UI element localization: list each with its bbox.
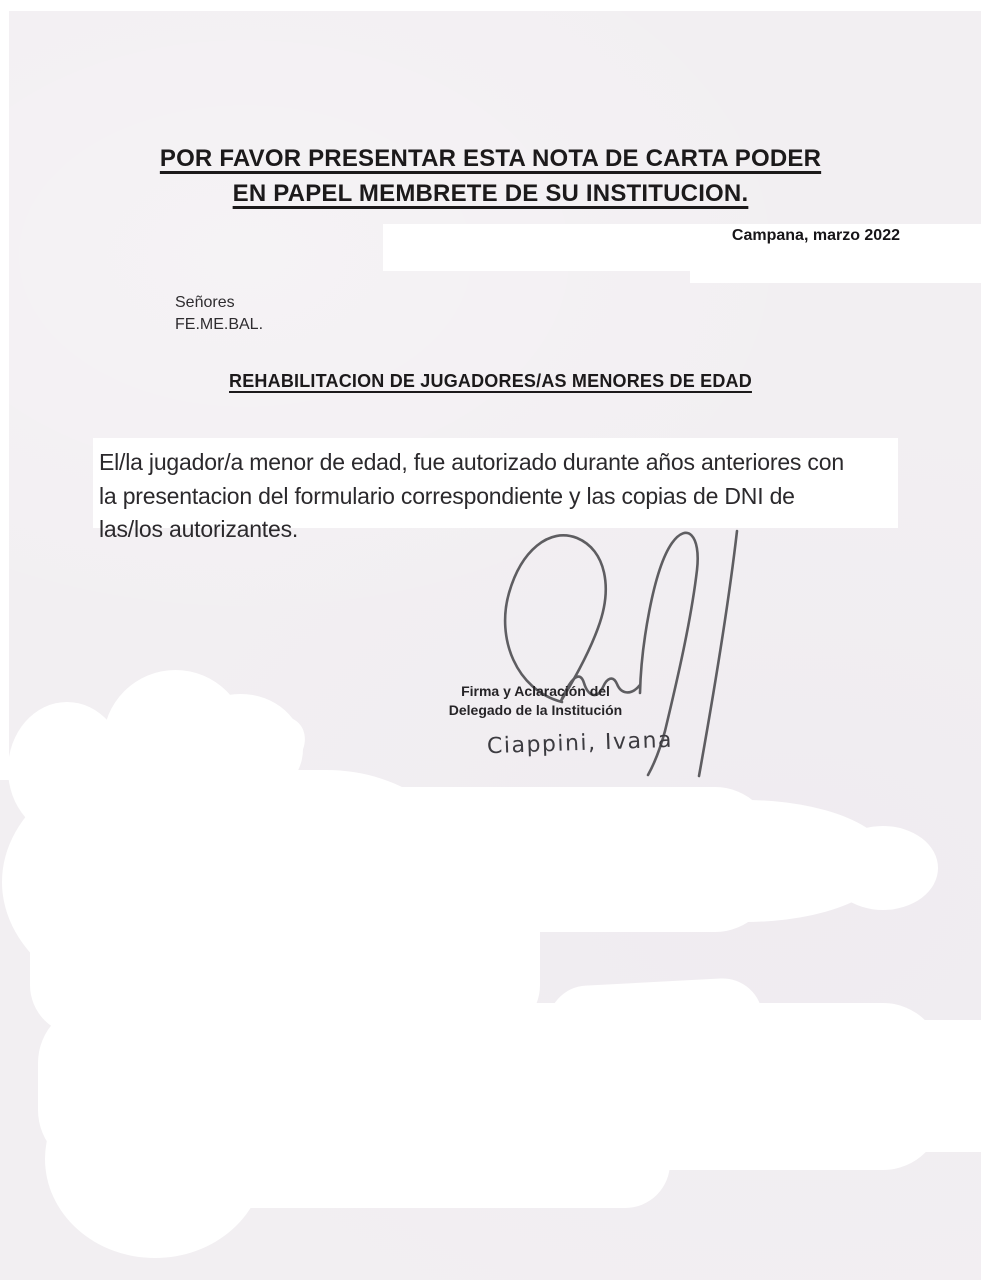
signature-caption (443, 682, 628, 720)
recipient-org: FE.ME.BAL. (175, 316, 264, 333)
signature-stroke-diagonal (699, 531, 737, 776)
body-line-2: la presentacion del formulario correspondiente y las copias de DNI de (99, 482, 795, 509)
signature-caption-line-1: Firma y Aclaración del (461, 683, 610, 699)
body-line-3: las/los autorizantes. (99, 516, 299, 542)
signature-caption-line-2: Delegado de la Institución (448, 702, 623, 718)
recipient-block (175, 292, 263, 336)
body-line-1: El/la jugador/a menor de edad, fue autorizado durante años anteriores con (99, 449, 844, 475)
dateline: Campana, marzo 2022 (731, 227, 900, 244)
subject-heading: REHABILITACION DE JUGADORES/AS MENORES DE EDAD (229, 371, 752, 391)
notice-line-1: POR FAVOR PRESENTAR ESTA NOTA DE CARTA PODER (159, 145, 822, 172)
body-paragraph (99, 446, 909, 547)
signature-name-handwritten: Ciappini, Ivana (486, 727, 674, 760)
signature-loop-left (505, 535, 606, 702)
recipient-salutation: Señores (175, 294, 235, 311)
notice-line-2: EN PAPEL MEMBRETE DE SU INSTITUCION. (232, 180, 749, 207)
notice-heading (0, 141, 981, 211)
